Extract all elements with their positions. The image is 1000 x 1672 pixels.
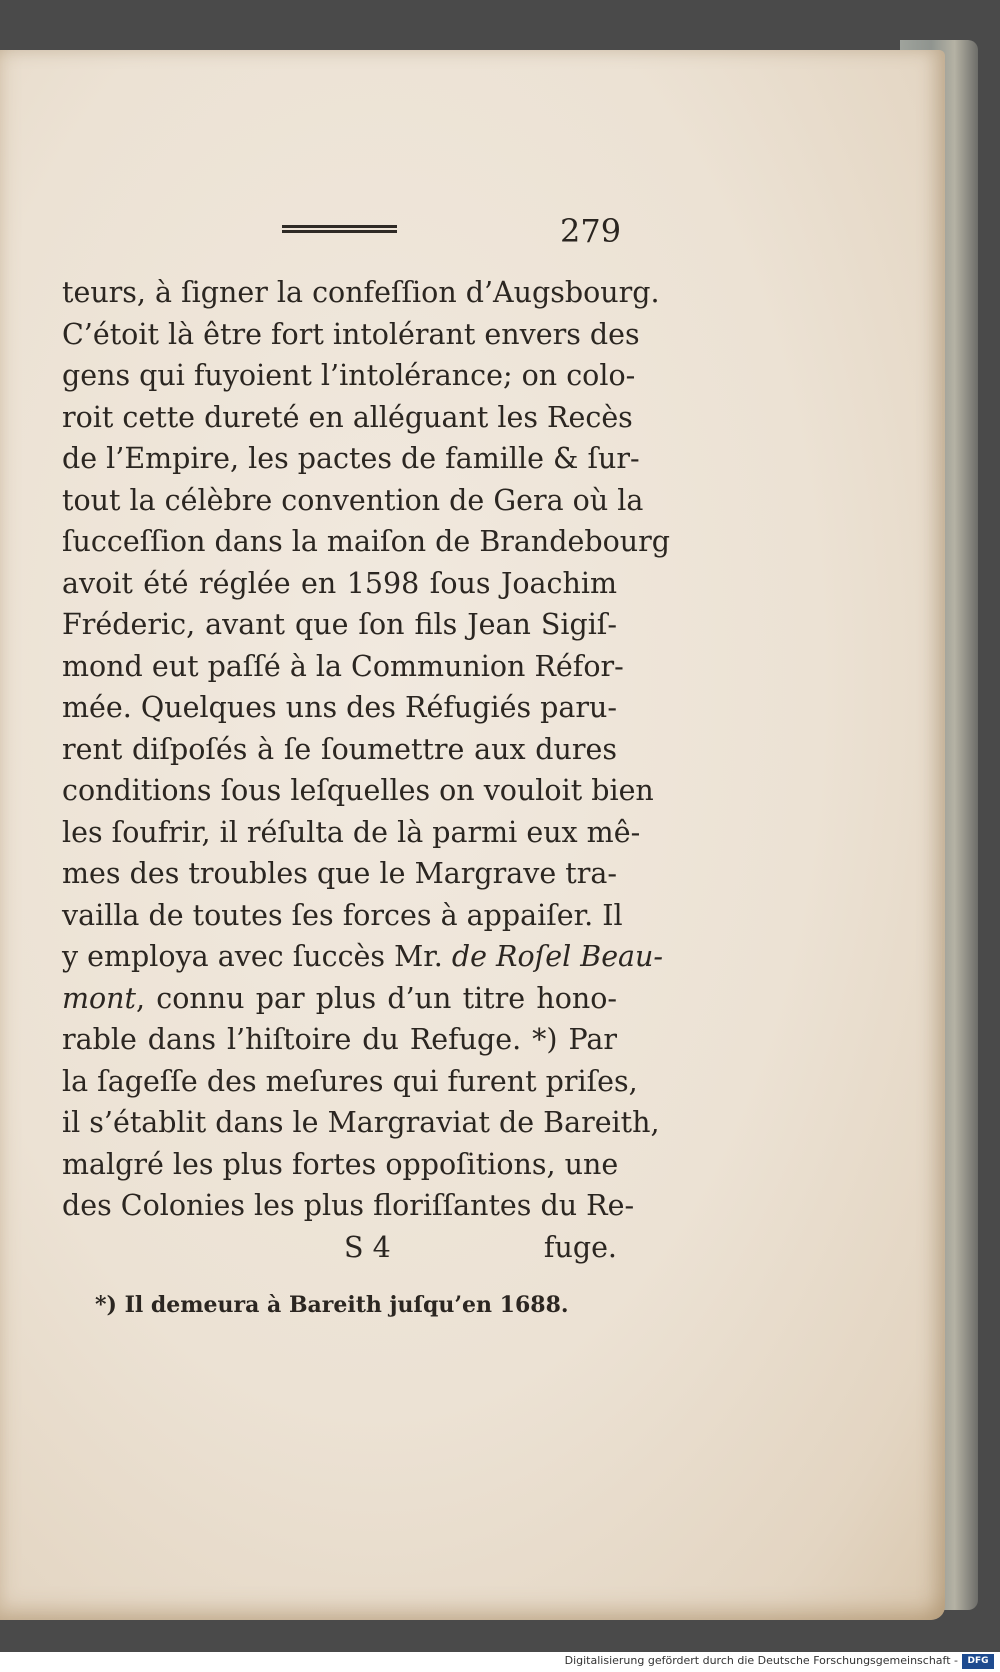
text-line: conditions ſous leſquelles on vouloit bien <box>62 774 654 807</box>
text-line: il s’établit dans le Margraviat de Bareith, <box>62 1106 660 1139</box>
text-line: malgré les plus fortes oppoſitions, une <box>62 1147 619 1181</box>
text-line: rent diſpoſés à ſe ſoumettre aux dures <box>62 732 617 766</box>
text-line <box>62 936 664 978</box>
text-line: avoit été réglée en 1598 ſous Joachim <box>62 566 617 600</box>
text-line: gens qui fuyoient l’intolérance; on colo- <box>62 359 636 392</box>
text-line: la ſageſſe des meſures qui furent priſes, <box>62 1064 638 1098</box>
text-line: C’étoit là être fort intolérant envers des <box>62 317 640 351</box>
text-line: les ſoufrir, il réſulta de là parmi eux mê- <box>62 815 641 849</box>
credit-text: Digitalisierung gefördert durch die Deutsche Forschungsgemeinschaft - <box>564 1654 958 1667</box>
text-line: teurs, à ſigner la confeſſion d’Augsbourg. <box>62 276 660 309</box>
text-line: Fréderic, avant que ſon fils Jean Sigiſ- <box>62 608 617 641</box>
text-line: roit cette dureté en alléguant les Recès <box>62 400 633 434</box>
text-line-rest: , connu par plus d’un titre hono- <box>136 981 617 1015</box>
text-line <box>62 978 617 1020</box>
credit-bar <box>0 1652 1000 1672</box>
text-line: ſucceſſion dans la maiſon de Brandebourg <box>62 525 670 558</box>
text-line: tout la célèbre convention de Gera où la <box>62 483 644 517</box>
text-line: des Colonies les plus floriſſantes du Re- <box>62 1189 635 1222</box>
text-line: mond eut paſſé à la Communion Réfor- <box>62 649 624 683</box>
text-line: mée. Quelques uns des Réfugiés paru- <box>62 691 617 724</box>
italic-name: de Roſel Beau- <box>451 940 664 973</box>
header-rule <box>282 225 397 235</box>
dfg-logo-icon: DFG <box>962 1654 994 1669</box>
footnote: *) Il demeura à Bareith juſqu’en 1688. <box>95 1292 569 1318</box>
text-line: mes des troubles que le Margrave tra- <box>62 857 617 890</box>
signature-mark: S 4 <box>344 1231 391 1264</box>
italic-name: mont <box>62 981 136 1015</box>
page-number: 279 <box>560 212 622 250</box>
text-line: de l’Empire, les pactes de famille & ſur- <box>62 442 640 475</box>
text-line: vailla de toutes ſes forces à appaiſer. Il <box>62 898 623 932</box>
catchword: fuge. <box>543 1231 617 1264</box>
text-line: rable dans l’hiſtoire du Refuge. *) Par <box>62 1023 617 1056</box>
body-text <box>62 272 670 1227</box>
text-line-prefix: y employa avec ſuccès Mr. <box>62 940 452 973</box>
